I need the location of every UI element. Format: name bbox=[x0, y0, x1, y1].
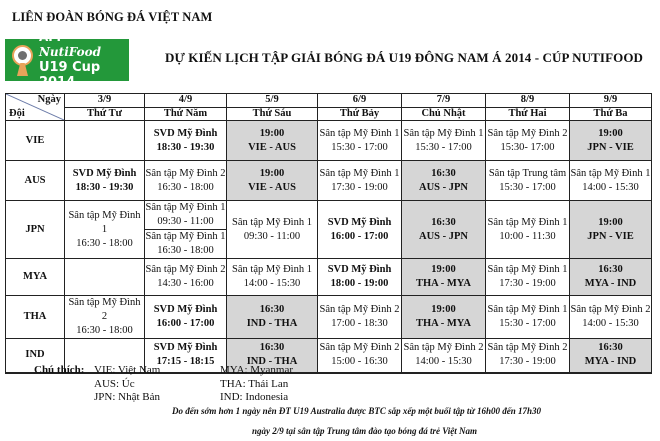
table-row-tha bbox=[6, 296, 652, 339]
match-cell: 19:00 THA - MYA bbox=[402, 296, 486, 339]
legend-item: VIE: Việt Nam bbox=[94, 364, 161, 376]
logo-brand: NutiFood bbox=[38, 45, 102, 59]
table-row-mya bbox=[6, 259, 652, 296]
schedule-cell: Sân tập Mỹ Đình 1 15:30 - 17:00 bbox=[486, 296, 570, 339]
weekday-header: Chủ Nhật bbox=[402, 107, 486, 121]
tournament-logo bbox=[5, 30, 129, 90]
date-header: 4/9 bbox=[145, 94, 227, 108]
schedule-cell: Sân tập Mỹ Đình 1 17:30 - 19:00 bbox=[318, 161, 402, 201]
corner-header bbox=[6, 94, 65, 121]
schedule-cell: Sân tập Mỹ Đình 1 14:00 - 15:30 bbox=[570, 161, 652, 201]
team-cell: THA bbox=[6, 296, 65, 339]
date-header: 9/9 bbox=[570, 94, 652, 108]
schedule-cell: Sân tập Mỹ Đình 2 17:30 - 19:00 bbox=[486, 339, 570, 373]
schedule-cell: Sân tập Mỹ Đình 1 16:30 - 18:00 bbox=[65, 201, 145, 259]
schedule-cell: Sân tập Mỹ Đình 2 16:30 - 18:00 bbox=[65, 296, 145, 339]
date-header: 5/9 bbox=[227, 94, 318, 108]
legend-item: THA: Thái Lan bbox=[220, 377, 289, 390]
schedule-cell: SVD Mỹ Đình 17:15 - 18:15 bbox=[145, 339, 227, 373]
schedule-cell: Sân tập Mỹ Đình 2 14:00 - 15:30 bbox=[402, 339, 486, 373]
match-cell: 16:30 MYA - IND bbox=[570, 259, 652, 296]
schedule-cell: SVD Mỹ Đình 16:00 - 17:00 bbox=[145, 296, 227, 339]
schedule-cell bbox=[65, 121, 145, 161]
team-cell: MYA bbox=[6, 259, 65, 296]
schedule-cell bbox=[65, 259, 145, 296]
schedule-cell: Sân tập Mỹ Đình 1 14:00 - 15:30 bbox=[227, 259, 318, 296]
schedule-cell: Sân tập Mỹ Đình 2 17:00 - 18:30 bbox=[318, 296, 402, 339]
weekday-header: Thứ Năm bbox=[145, 107, 227, 121]
table-row-aus bbox=[6, 161, 652, 201]
legend-item: MYA: Myanmar bbox=[220, 364, 294, 376]
legend-label: Chú thích: bbox=[34, 364, 85, 376]
corner-date-label: Ngày bbox=[37, 94, 61, 105]
match-cell: 16:30 IND - THA bbox=[227, 339, 318, 373]
schedule-cell: Sân tập Mỹ Đình 1 15:30 - 17:00 bbox=[402, 121, 486, 161]
date-header: 8/9 bbox=[486, 94, 570, 108]
match-cell: 19:00 VIE - AUS bbox=[227, 161, 318, 201]
schedule-cell-morning: Sân tập Mỹ Đình 1 09:30 - 11:00 bbox=[145, 201, 227, 230]
weekday-header: Thứ Tư bbox=[65, 107, 145, 121]
team-cell: IND bbox=[6, 339, 65, 373]
schedule-cell: Sân tập Mỹ Đình 1 10:00 - 11:30 bbox=[486, 201, 570, 259]
team-cell: VIE bbox=[6, 121, 65, 161]
schedule-cell: Sân tập Mỹ Đình 2 14:30 - 16:00 bbox=[145, 259, 227, 296]
weekday-header: Thứ Bảy bbox=[318, 107, 402, 121]
logo-prefix: AFF bbox=[38, 30, 65, 44]
legend-item: JPN: Nhật Bản bbox=[94, 391, 160, 403]
team-cell: AUS bbox=[6, 161, 65, 201]
weekday-header: Thứ Sáu bbox=[227, 107, 318, 121]
schedule-cell-afternoon: Sân tập Mỹ Đình 1 16:30 - 18:00 bbox=[145, 230, 227, 259]
trophy-ball-icon bbox=[10, 43, 33, 77]
table-row-jpn bbox=[6, 201, 652, 230]
corner-team-label: Đội bbox=[9, 108, 25, 119]
team-cell: JPN bbox=[6, 201, 65, 259]
schedule-cell: Sân tập Mỹ Đình 1 17:30 - 19:00 bbox=[486, 259, 570, 296]
match-cell: 16:30 MYA - IND bbox=[570, 339, 652, 373]
date-header: 6/9 bbox=[318, 94, 402, 108]
schedule-cell: SVD Mỹ Đình 18:30 - 19:30 bbox=[65, 161, 145, 201]
schedule-cell: Sân tập Mỹ Đình 2 16:30 - 18:00 bbox=[145, 161, 227, 201]
logo-cup: U19 Cup 2014 bbox=[38, 60, 101, 90]
weekday-header: Thứ Ba bbox=[570, 107, 652, 121]
date-header: 7/9 bbox=[402, 94, 486, 108]
training-schedule-table bbox=[5, 93, 652, 374]
schedule-cell: Sân tập Mỹ Đình 2 15:30- 17:00 bbox=[486, 121, 570, 161]
schedule-cell: Sân tập Mỹ Đình 2 15:00 - 16:30 bbox=[318, 339, 402, 373]
match-cell: 19:00 VIE - AUS bbox=[227, 121, 318, 161]
table-row-vie bbox=[6, 121, 652, 161]
schedule-cell: Sân tập Mỹ Đình 2 14:00 - 15:30 bbox=[570, 296, 652, 339]
legend-item: AUS: Úc bbox=[94, 377, 135, 390]
match-cell: 16:30 AUS - JPN bbox=[402, 201, 486, 259]
legend-column-2 bbox=[220, 364, 370, 405]
schedule-cell: SVD Mỹ Đình 18:00 - 19:00 bbox=[318, 259, 402, 296]
schedule-cell: Sân tập Trung tâm 15:30 - 17:00 bbox=[486, 161, 570, 201]
match-cell: 19:00 JPN - VIE bbox=[570, 121, 652, 161]
footnote-line-1: Do đến sớm hơn 1 ngày nên ĐT U19 Australia được BTC sắp xếp một buổi tập từ 16h00 đến 17h30 bbox=[172, 406, 541, 416]
match-cell: 19:00 THA - MYA bbox=[402, 259, 486, 296]
weekday-header: Thứ Hai bbox=[486, 107, 570, 121]
schedule-cell: Sân tập Mỹ Đình 1 09:30 - 11:00 bbox=[227, 201, 318, 259]
legend-item: IND: Indonesia bbox=[220, 391, 289, 403]
match-cell: 19:00 JPN - VIE bbox=[570, 201, 652, 259]
footnote-line-2: ngày 2/9 tại sân tập Trung tâm đào tạo bóng đá trẻ Việt Nam bbox=[252, 426, 477, 436]
match-cell: 16:30 AUS - JPN bbox=[402, 161, 486, 201]
match-cell: 16:30 IND - THA bbox=[227, 296, 318, 339]
page-title: DỰ KIẾN LỊCH TẬP GIẢI BÓNG ĐÁ U19 ĐÔNG NAM Á 2014 - CÚP NUTIFOOD bbox=[165, 50, 644, 65]
schedule-cell: Sân tập Mỹ Đình 1 15:30 - 17:00 bbox=[318, 121, 402, 161]
organization-name: LIÊN ĐOÀN BÓNG ĐÁ VIỆT NAM bbox=[12, 10, 213, 24]
schedule-cell: SVD Mỹ Đình 16:00 - 17:00 bbox=[318, 201, 402, 259]
schedule-cell: SVD Mỹ Đình 18:30 - 19:30 bbox=[145, 121, 227, 161]
date-header: 3/9 bbox=[65, 94, 145, 108]
